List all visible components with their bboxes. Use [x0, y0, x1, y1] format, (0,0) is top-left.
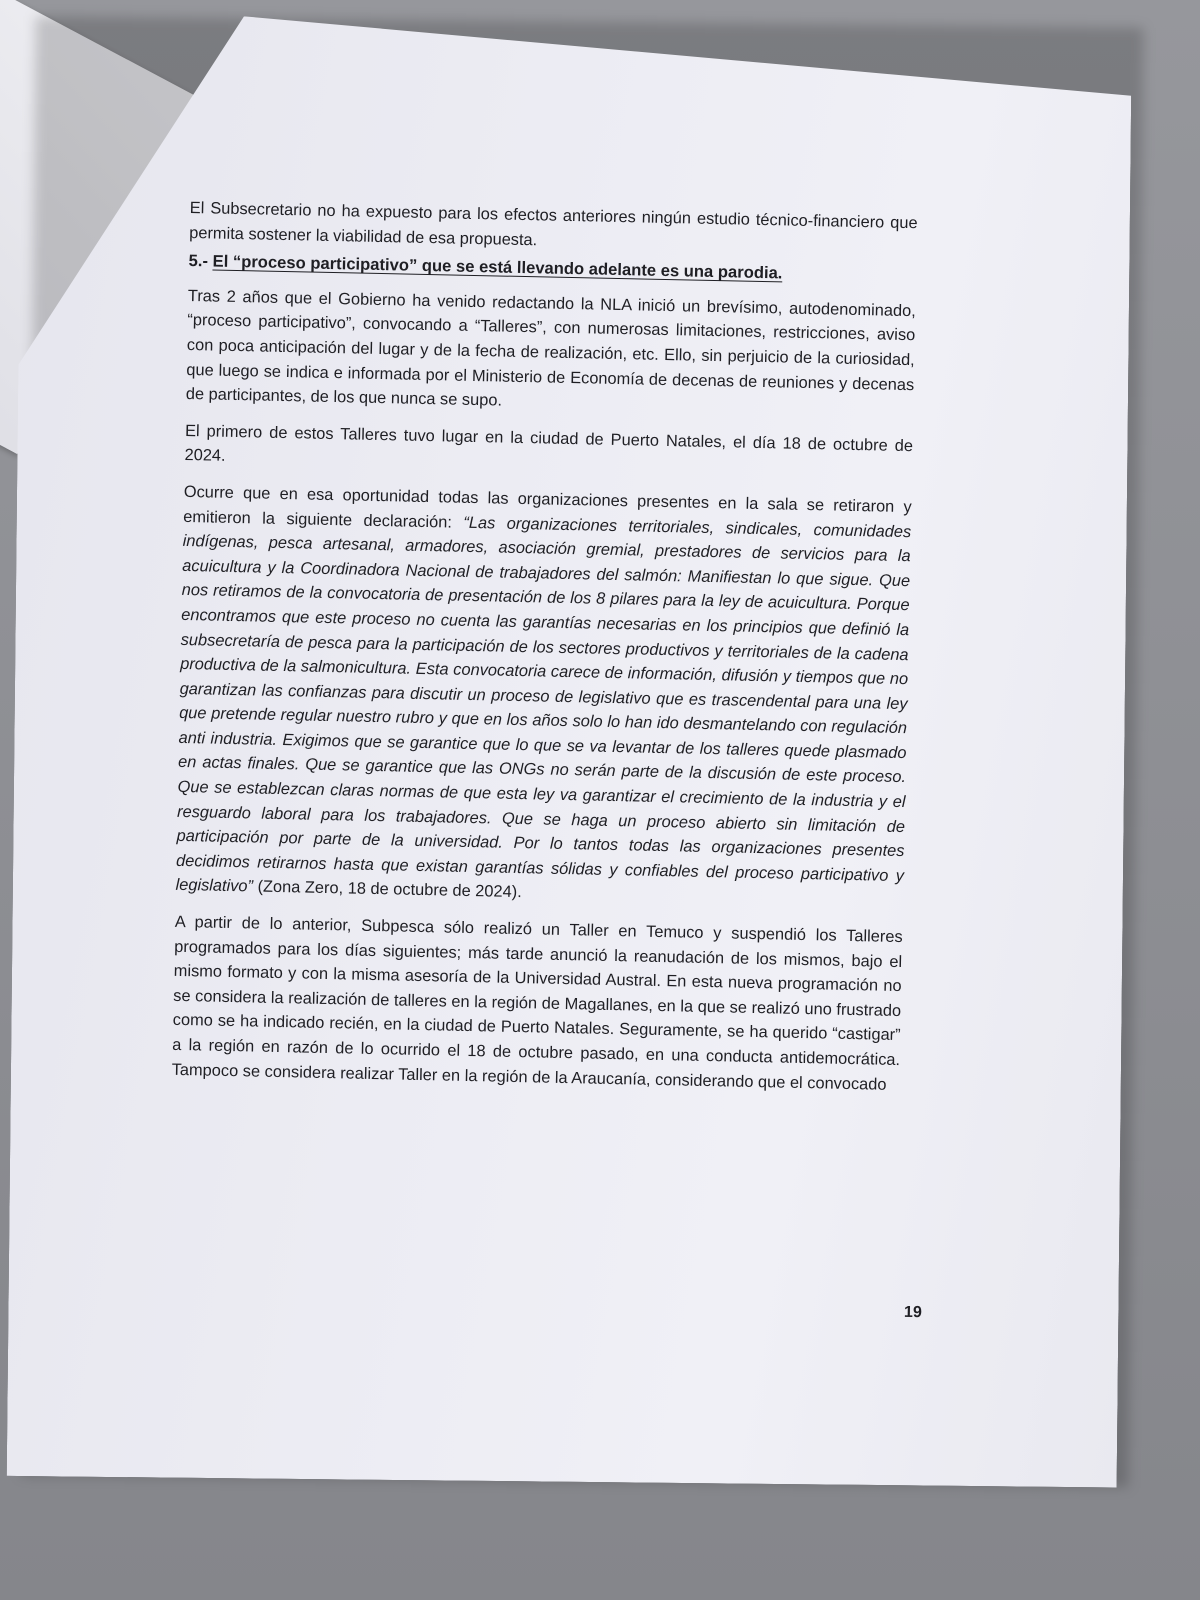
paragraph-1: Tras 2 años que el Gobierno ha venido redactando la NLA inició un brevísimo, autodenominado, “proceso participativo”, convocando a “Talleres”, con numerosas limitaciones, restricciones, aviso con poca anticipación del lugar y de la fecha de realización, etc. Ello, sin perjuicio de la curiosidad, que luego se indica e informada por el Ministerio de Economía de decenas de reuniones y decenas de participantes, de los que nunca se supo.	[185, 286, 916, 410]
page-text	[171, 196, 918, 1109]
paragraph-4: A partir de lo anterior, Subpesca sólo realizó un Taller en Temuco y suspendió los Talleres programados para los días siguientes; más tarde anunció la reanudación de los mismos, bajo el mismo formato y con la misma asesoría de la Universidad Austral. En esta nueva programación no se considera la realización de talleres en la región de Magallanes, en la que se realizó uno frustrado como se ha indicado recién, en la ciudad de Puerto Natales. Seguramente, se ha querido “castigar” a la región en razón de lo ocurrido el 18 de octubre pasado, en una conducta antidemocrática. Tampoco se considera realizar Taller en la región de la Araucanía, considerando que el convocado	[171, 912, 903, 1094]
paragraph-2: El primero de estos Talleres tuvo lugar en la ciudad de Puerto Natales, el día 18 de octubre de 2024.	[184, 421, 914, 466]
declaration-quote: “Las organizaciones territoriales, sindicales, comunidades indígenas, pesca artesanal, armadores, asociación gremial, prestadores de servicios para la acuicultura y la Coordinadora Nacional de trabajadores del salmón: Manifiestan lo que sigue. Que nos retiramos de la convocatoria de presentación de los 8 pilares para la ley de acuicultura. Porque encontramos que este proceso no cuenta las garantías necesarias en los principios que definió la subsecretaría de pesca para la participación de los sectores productivos y territoriales de la cadena productiva de la salmonicultura. Esta convocatoria carece de información, difusión y tiempos que no garantizan las confianzas para discutir un proceso de legislativo que es trascendental para una ley que pretende regular nuestro rubro y que en los años solo lo han ido desmantelando con regulación anti industria. Exigimos que se garantice que lo que se va levantar de los talleres quede plasmado en actas finales. Que se garantice que las ONGs no serán parte de la discusión de este proceso. Que se establezcan claras normas de que esta ley va garantizar el crecimiento de la industria y el resguardo laboral para los trabajadores. Que se haga un proceso abierto sin limitación de participación por parte de la universidad. Por lo tantos todas las organizaciones presentes decidimos retirarnos hasta que existan garantías sólidas y confiables del proceso participativo y legislativo”	[175, 513, 912, 896]
page-number: 19	[903, 1303, 922, 1322]
section-title: El “proceso participativo” que se está llevando adelante es una parodia.	[212, 251, 783, 283]
paragraph-3	[175, 480, 912, 913]
quote-citation: (Zona Zero, 18 de octubre de 2024).	[252, 877, 522, 902]
section-number: 5.-	[188, 251, 213, 271]
paragraph-3-lead: Ocurre que en esa oportunidad todas las organizaciones presentes en la sala se retiraron y emitieron la siguiente declaración:	[183, 482, 912, 532]
intro-paragraph: El Subsecretario no ha expuesto para los efectos anteriores ningún estudio técnico-financiero que permita sostener la viabilidad de esa propuesta.	[189, 198, 918, 249]
